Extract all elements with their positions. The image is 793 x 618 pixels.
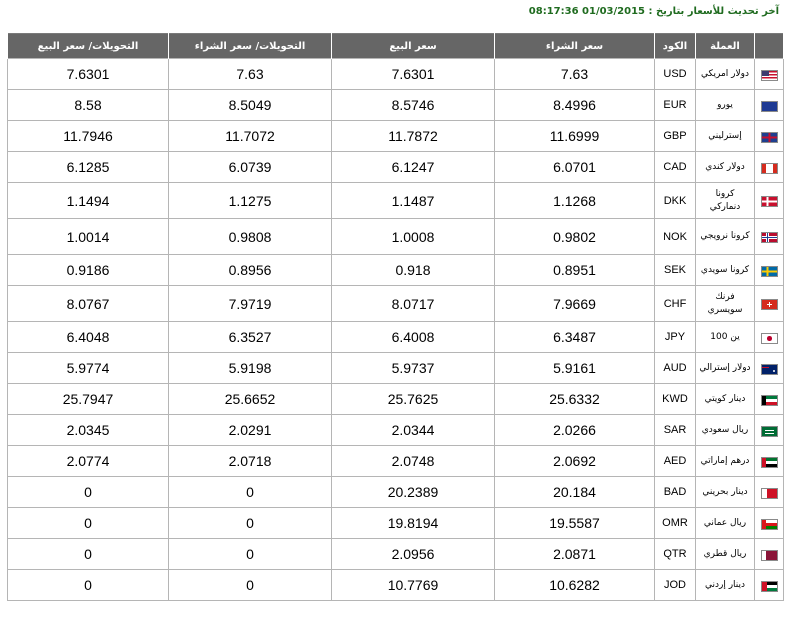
table-row bbox=[8, 570, 784, 601]
currency-code: USD bbox=[655, 59, 696, 90]
currency-name: دينار كويتي bbox=[696, 384, 755, 415]
transfer-buy-rate: 1.1275 bbox=[169, 183, 332, 219]
sell-rate: 2.0344 bbox=[332, 415, 495, 446]
transfer-buy-rate: 2.0291 bbox=[169, 415, 332, 446]
currency-code: AUD bbox=[655, 353, 696, 384]
sell-rate: 11.7872 bbox=[332, 121, 495, 152]
sell-rate: 1.1487 bbox=[332, 183, 495, 219]
kuwait-flag-icon bbox=[761, 395, 778, 406]
transfer-sell-rate: 0 bbox=[8, 570, 169, 601]
buy-rate: 6.0701 bbox=[495, 152, 655, 183]
transfer-sell-rate: 0 bbox=[8, 539, 169, 570]
sell-rate: 6.4008 bbox=[332, 322, 495, 353]
table-header-row bbox=[8, 34, 784, 59]
sell-rate: 10.7769 bbox=[332, 570, 495, 601]
buy-rate: 25.6332 bbox=[495, 384, 655, 415]
currency-code: BAD bbox=[655, 477, 696, 508]
transfer-buy-rate: 0 bbox=[169, 539, 332, 570]
currency-code: EUR bbox=[655, 90, 696, 121]
currency-name: يورو bbox=[696, 90, 755, 121]
transfer-sell-rate: 5.9774 bbox=[8, 353, 169, 384]
transfer-sell-rate: 6.4048 bbox=[8, 322, 169, 353]
buy-rate: 1.1268 bbox=[495, 183, 655, 219]
currency-name: دولار امريكي bbox=[696, 59, 755, 90]
transfer-buy-rate: 7.9719 bbox=[169, 286, 332, 322]
currency-code: CHF bbox=[655, 286, 696, 322]
transfer-buy-rate: 6.3527 bbox=[169, 322, 332, 353]
sell-rate: 0.918 bbox=[332, 255, 495, 286]
buy-rate: 19.5587 bbox=[495, 508, 655, 539]
transfer-sell-rate: 6.1285 bbox=[8, 152, 169, 183]
currency-name: دولار إسترالي bbox=[696, 353, 755, 384]
buy-rate: 7.9669 bbox=[495, 286, 655, 322]
currency-name: إسترليني bbox=[696, 121, 755, 152]
currency-name: كرونا دنماركي bbox=[696, 183, 755, 219]
jordan-flag-icon bbox=[761, 581, 778, 592]
transfer-sell-rate: 25.7947 bbox=[8, 384, 169, 415]
table-row bbox=[8, 415, 784, 446]
currency-name: درهم إماراتي bbox=[696, 446, 755, 477]
buy-rate: 8.4996 bbox=[495, 90, 655, 121]
switzerland-flag-icon bbox=[761, 299, 778, 310]
table-row bbox=[8, 477, 784, 508]
buy-rate: 10.6282 bbox=[495, 570, 655, 601]
table-row bbox=[8, 152, 784, 183]
table-row bbox=[8, 539, 784, 570]
transfer-sell-rate: 2.0345 bbox=[8, 415, 169, 446]
uk-flag-icon bbox=[761, 132, 778, 143]
australia-flag-icon bbox=[761, 364, 778, 375]
transfer-buy-rate: 2.0718 bbox=[169, 446, 332, 477]
currency-name: دولار كندي bbox=[696, 152, 755, 183]
column-header-flag bbox=[755, 34, 784, 59]
currency-code: SAR bbox=[655, 415, 696, 446]
sell-rate: 8.5746 bbox=[332, 90, 495, 121]
currency-code: GBP bbox=[655, 121, 696, 152]
transfer-sell-rate: 1.1494 bbox=[8, 183, 169, 219]
currency-name: كرونا نرويجي bbox=[696, 219, 755, 255]
sell-rate: 6.1247 bbox=[332, 152, 495, 183]
column-header-currency: العملة bbox=[696, 34, 755, 59]
last-update-line bbox=[529, 6, 779, 17]
currency-name: ريال سعودي bbox=[696, 415, 755, 446]
currency-code: JOD bbox=[655, 570, 696, 601]
table-row bbox=[8, 353, 784, 384]
column-header-transfer-buy: التحويلات/ سعر الشراء bbox=[169, 34, 332, 59]
column-header-sell: سعر البيع bbox=[332, 34, 495, 59]
transfer-buy-rate: 7.63 bbox=[169, 59, 332, 90]
us-flag-icon bbox=[761, 70, 778, 81]
transfer-sell-rate: 0 bbox=[8, 508, 169, 539]
currency-code: CAD bbox=[655, 152, 696, 183]
sell-rate: 7.6301 bbox=[332, 59, 495, 90]
currency-name: ريال قطري bbox=[696, 539, 755, 570]
currency-code: AED bbox=[655, 446, 696, 477]
table-row bbox=[8, 286, 784, 322]
transfer-buy-rate: 8.5049 bbox=[169, 90, 332, 121]
transfer-buy-rate: 0 bbox=[169, 508, 332, 539]
currency-code: QTR bbox=[655, 539, 696, 570]
sell-rate: 2.0956 bbox=[332, 539, 495, 570]
transfer-sell-rate: 11.7946 bbox=[8, 121, 169, 152]
currency-code: KWD bbox=[655, 384, 696, 415]
transfer-buy-rate: 0.9808 bbox=[169, 219, 332, 255]
transfer-sell-rate: 0 bbox=[8, 477, 169, 508]
norway-flag-icon bbox=[761, 232, 778, 243]
column-header-code: الكود bbox=[655, 34, 696, 59]
buy-rate: 20.184 bbox=[495, 477, 655, 508]
currency-code: OMR bbox=[655, 508, 696, 539]
transfer-sell-rate: 1.0014 bbox=[8, 219, 169, 255]
buy-rate: 11.6999 bbox=[495, 121, 655, 152]
table-row bbox=[8, 90, 784, 121]
transfer-buy-rate: 0 bbox=[169, 477, 332, 508]
transfer-sell-rate: 8.58 bbox=[8, 90, 169, 121]
currency-code: DKK bbox=[655, 183, 696, 219]
canada-flag-icon bbox=[761, 163, 778, 174]
currency-name: ريال عماني bbox=[696, 508, 755, 539]
table-row bbox=[8, 255, 784, 286]
table-row bbox=[8, 446, 784, 477]
transfer-sell-rate: 8.0767 bbox=[8, 286, 169, 322]
exchange-rates-table bbox=[7, 33, 784, 601]
transfer-buy-rate: 5.9198 bbox=[169, 353, 332, 384]
sell-rate: 8.0717 bbox=[332, 286, 495, 322]
currency-code: NOK bbox=[655, 219, 696, 255]
saudi-flag-icon bbox=[761, 426, 778, 437]
last-update-timestamp: 08:17:36 01/03/2015 bbox=[528, 6, 645, 17]
table-row bbox=[8, 384, 784, 415]
column-header-buy: سعر الشراء bbox=[495, 34, 655, 59]
sell-rate: 5.9737 bbox=[332, 353, 495, 384]
transfer-buy-rate: 0.8956 bbox=[169, 255, 332, 286]
currency-name: دينار بحريني bbox=[696, 477, 755, 508]
transfer-buy-rate: 25.6652 bbox=[169, 384, 332, 415]
last-update-label: آخر تحديث للأسعار بتاريخ : bbox=[648, 6, 779, 17]
sell-rate: 1.0008 bbox=[332, 219, 495, 255]
oman-flag-icon bbox=[761, 519, 778, 530]
table-row bbox=[8, 322, 784, 353]
buy-rate: 2.0692 bbox=[495, 446, 655, 477]
table-row bbox=[8, 508, 784, 539]
currency-name: فرنك سويسري bbox=[696, 286, 755, 322]
sell-rate: 19.8194 bbox=[332, 508, 495, 539]
buy-rate: 6.3487 bbox=[495, 322, 655, 353]
buy-rate: 2.0266 bbox=[495, 415, 655, 446]
column-header-transfer-sell: التحويلات/ سعر البيع bbox=[8, 34, 169, 59]
sell-rate: 2.0748 bbox=[332, 446, 495, 477]
table-row bbox=[8, 121, 784, 152]
transfer-sell-rate: 0.9186 bbox=[8, 255, 169, 286]
buy-rate: 0.9802 bbox=[495, 219, 655, 255]
table-row bbox=[8, 183, 784, 219]
table-row bbox=[8, 219, 784, 255]
buy-rate: 5.9161 bbox=[495, 353, 655, 384]
bahrain-flag-icon bbox=[761, 488, 778, 499]
currency-code: JPY bbox=[655, 322, 696, 353]
currency-name: دينار إردني bbox=[696, 570, 755, 601]
buy-rate: 0.8951 bbox=[495, 255, 655, 286]
table-row bbox=[8, 59, 784, 90]
transfer-sell-rate: 7.6301 bbox=[8, 59, 169, 90]
currency-name: كرونا سويدي bbox=[696, 255, 755, 286]
sell-rate: 25.7625 bbox=[332, 384, 495, 415]
uae-flag-icon bbox=[761, 457, 778, 468]
transfer-buy-rate: 11.7072 bbox=[169, 121, 332, 152]
sweden-flag-icon bbox=[761, 266, 778, 277]
eu-flag-icon bbox=[761, 101, 778, 112]
buy-rate: 2.0871 bbox=[495, 539, 655, 570]
currency-name: ين 100 bbox=[696, 322, 755, 353]
transfer-buy-rate: 6.0739 bbox=[169, 152, 332, 183]
sell-rate: 20.2389 bbox=[332, 477, 495, 508]
transfer-buy-rate: 0 bbox=[169, 570, 332, 601]
qatar-flag-icon bbox=[761, 550, 778, 561]
denmark-flag-icon bbox=[761, 196, 778, 207]
buy-rate: 7.63 bbox=[495, 59, 655, 90]
japan-flag-icon bbox=[761, 333, 778, 344]
currency-code: SEK bbox=[655, 255, 696, 286]
transfer-sell-rate: 2.0774 bbox=[8, 446, 169, 477]
